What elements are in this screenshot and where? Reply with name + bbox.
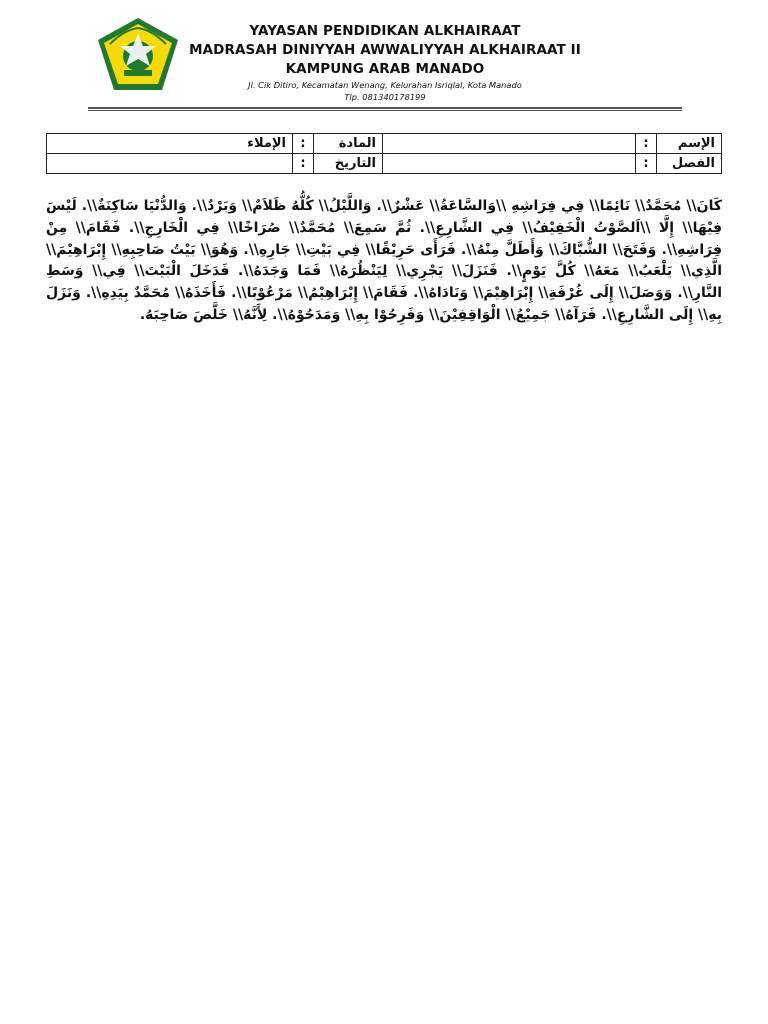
class-label: الفصل <box>657 154 722 174</box>
dictation-paragraph: كَانَ\\ مُحَمَّدٌ\\ نَائِمًا\\ فِي فِرَاشِهِ \\وَالسَّاعَةُ\\ عَشْرٌ\\. وَاللَّيْلُ\\ كُلُّهُ ظَلاَمٌ\\ وَبَرْدٌ\\. وَالدُّنْيَا سَاكِنَةٌ\\. لَيْسَ فِيْهَا\\ إِلَّا \\اَلصَّوْتُ الْخَفِيْفُ\\ فِي الشَّارِعِ\\. ثُمَّ سَمِعَ\\ مُحَمَّدٌ\\ صُرَاخًا\\ فِي الْخَارِجِ\\. فَقَامَ\\ مِنْ فِرَاشِهِ\\. وَفَتَحَ\\ الشُّبَّاكَ\\ وَأَطَلَّ مِنْهُ\\. فَرَأَى حَرِيْقًا\\ فِي بَيْتِ\\ جَارِهِ\\. وَهُوَ\\ بَيْتُ صَاحِبِهِ\\ إِبْرَاهِيْمَ\\ الَّذِي\\ يَلْعَبُ\\ مَعَهُ\\ كُلَّ يَوْمٍ\\. فَنَزَلَ\\ يَجْرِي\\ لِيَنْظُرَهُ\\ فَمَا وَجَدَهُ\\. فَدَخَلَ الْبَيْتَ\\ فِي\\ وَسَطِ النَّارِ\\. وَوَصَلَ\\ إِلَى غُرْفَةِ\\ إِبْرَاهِيْمَ\\ وَنَادَاهُ\\. فَقَامَ\\ إِبْرَاهِيْمُ\\ مَرْعُوْبًا\\. فَأَخَذَهُ\\ مُحَمَّدٌ بِيَدِهِ\\. وَنَزَلَ بِهِ\\ إِلَى الشَّارِعِ\\. فَرَآهُ\\ جَمِيْعُ\\ الْوَاقِفِيْنَ\\ وَفَرِحُوْا بِهِ\\ وَمَدَحُوْهُ\\. لِأَنَّهُ\\ خَلَّصَ صَاحِبَهُ. <box>46 198 722 323</box>
school-header <box>180 22 590 103</box>
colon: : <box>293 134 314 154</box>
phone: Tlp. 081340178199 <box>344 92 426 102</box>
date-field[interactable] <box>47 154 293 174</box>
name-field[interactable] <box>383 134 636 154</box>
header-divider <box>88 107 682 111</box>
colon: : <box>293 154 314 174</box>
name-label: الإسم <box>657 134 722 154</box>
colon: : <box>636 134 657 154</box>
date-label: التاريخ <box>314 154 383 174</box>
colon: : <box>636 154 657 174</box>
alkhairaat-logo-icon <box>96 16 180 92</box>
class-field[interactable] <box>383 154 636 174</box>
table-row <box>47 134 722 154</box>
madrasah-name: MADRASAH DINIYYAH AWWALIYYAH ALKHAIRAAT II <box>189 42 581 58</box>
table-row <box>47 154 722 174</box>
student-info-table <box>46 133 722 174</box>
location-name: KAMPUNG ARAB MANADO <box>285 61 485 77</box>
address: Jl. Cik Ditiro, Kecamatan Wenang, Kelurahan Isriqlal, Kota Manado <box>248 80 522 90</box>
subject-label: المادة <box>314 134 383 154</box>
subject-value: الإملاء <box>47 134 293 154</box>
foundation-name: YAYASAN PENDIDIKAN ALKHAIRAAT <box>249 23 521 39</box>
